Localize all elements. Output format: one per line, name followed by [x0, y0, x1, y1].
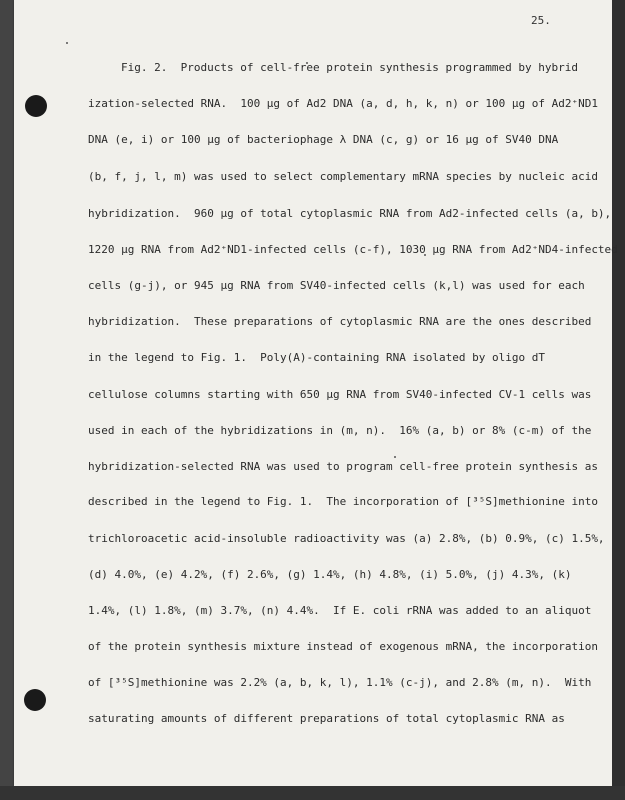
caption-line-10: cellulose columns starting with 650 μg RNA from SV40-infected CV-1 cells was: [88, 388, 592, 401]
caption-line-17: of the protein synthesis mixture instead of exogenous mRNA, the incorporation: [88, 640, 598, 653]
caption-line-5: hybridization. 960 μg of total cytoplasmic RNA from Ad2-infected cells (a, b),: [88, 207, 612, 220]
caption-line-2: ization-selected RNA. 100 μg of Ad2 DNA (a, d, h, k, n) or 100 μg of Ad2⁺ND1: [88, 97, 598, 110]
caption-line-6: 1220 μg RNA from Ad2⁺ND1-infected cells (c-f), 1030 μg RNA from Ad2⁺ND4-infected: [88, 243, 618, 256]
caption-line-3: DNA (e, i) or 100 μg of bacteriophage λ DNA (c, g) or 16 μg of SV40 DNA: [88, 133, 559, 146]
scan-right-edge: [612, 0, 625, 800]
caption-line-14: trichloroacetic acid-insoluble radioactivity was (a) 2.8%, (b) 0.9%, (c) 1.5%,: [88, 532, 605, 545]
caption-line-8: hybridization. These preparations of cytoplasmic RNA are the ones described: [88, 315, 592, 328]
caption-line-15: (d) 4.0%, (e) 4.2%, (f) 2.6%, (g) 1.4%, (h) 4.8%, (i) 5.0%, (j) 4.3%, (k): [88, 568, 572, 581]
dust-speck: [66, 42, 68, 44]
caption-line-16: 1.4%, (l) 1.8%, (m) 3.7%, (n) 4.4%. If E. coli rRNA was added to an aliquot: [88, 604, 592, 617]
scan-left-edge: [0, 0, 14, 800]
caption-line-4: (b, f, j, l, m) was used to select complementary mRNA species by nucleic acid: [88, 170, 598, 183]
caption-line-11: used in each of the hybridizations in (m, n). 16% (a, b) or 8% (c-m) of the: [88, 424, 592, 437]
punch-hole-icon: [25, 95, 47, 117]
caption-line-13: described in the legend to Fig. 1. The incorporation of [³⁵S]methionine into: [88, 495, 598, 508]
caption-line-12: hybridization-selected RNA was used to program cell-free protein synthesis as: [88, 460, 598, 473]
caption-line-9: in the legend to Fig. 1. Poly(A)-containing RNA isolated by oligo dT: [88, 351, 545, 364]
punch-hole-icon: [24, 689, 46, 711]
scan-bottom-edge: [0, 786, 625, 800]
dust-speck: [394, 456, 396, 458]
caption-line-1: Fig. 2. Products of cell-free protein synthesis programmed by hybrid: [121, 61, 578, 74]
caption-line-7: cells (g-j), or 945 μg RNA from SV40-infected cells (k,l) was used for each: [88, 279, 585, 292]
page-number: 25.: [531, 14, 551, 27]
caption-line-19: saturating amounts of different preparations of total cytoplasmic RNA as: [88, 712, 565, 725]
caption-line-18: of [³⁵S]methionine was 2.2% (a, b, k, l), 1.1% (c-j), and 2.8% (m, n). With: [88, 676, 592, 689]
